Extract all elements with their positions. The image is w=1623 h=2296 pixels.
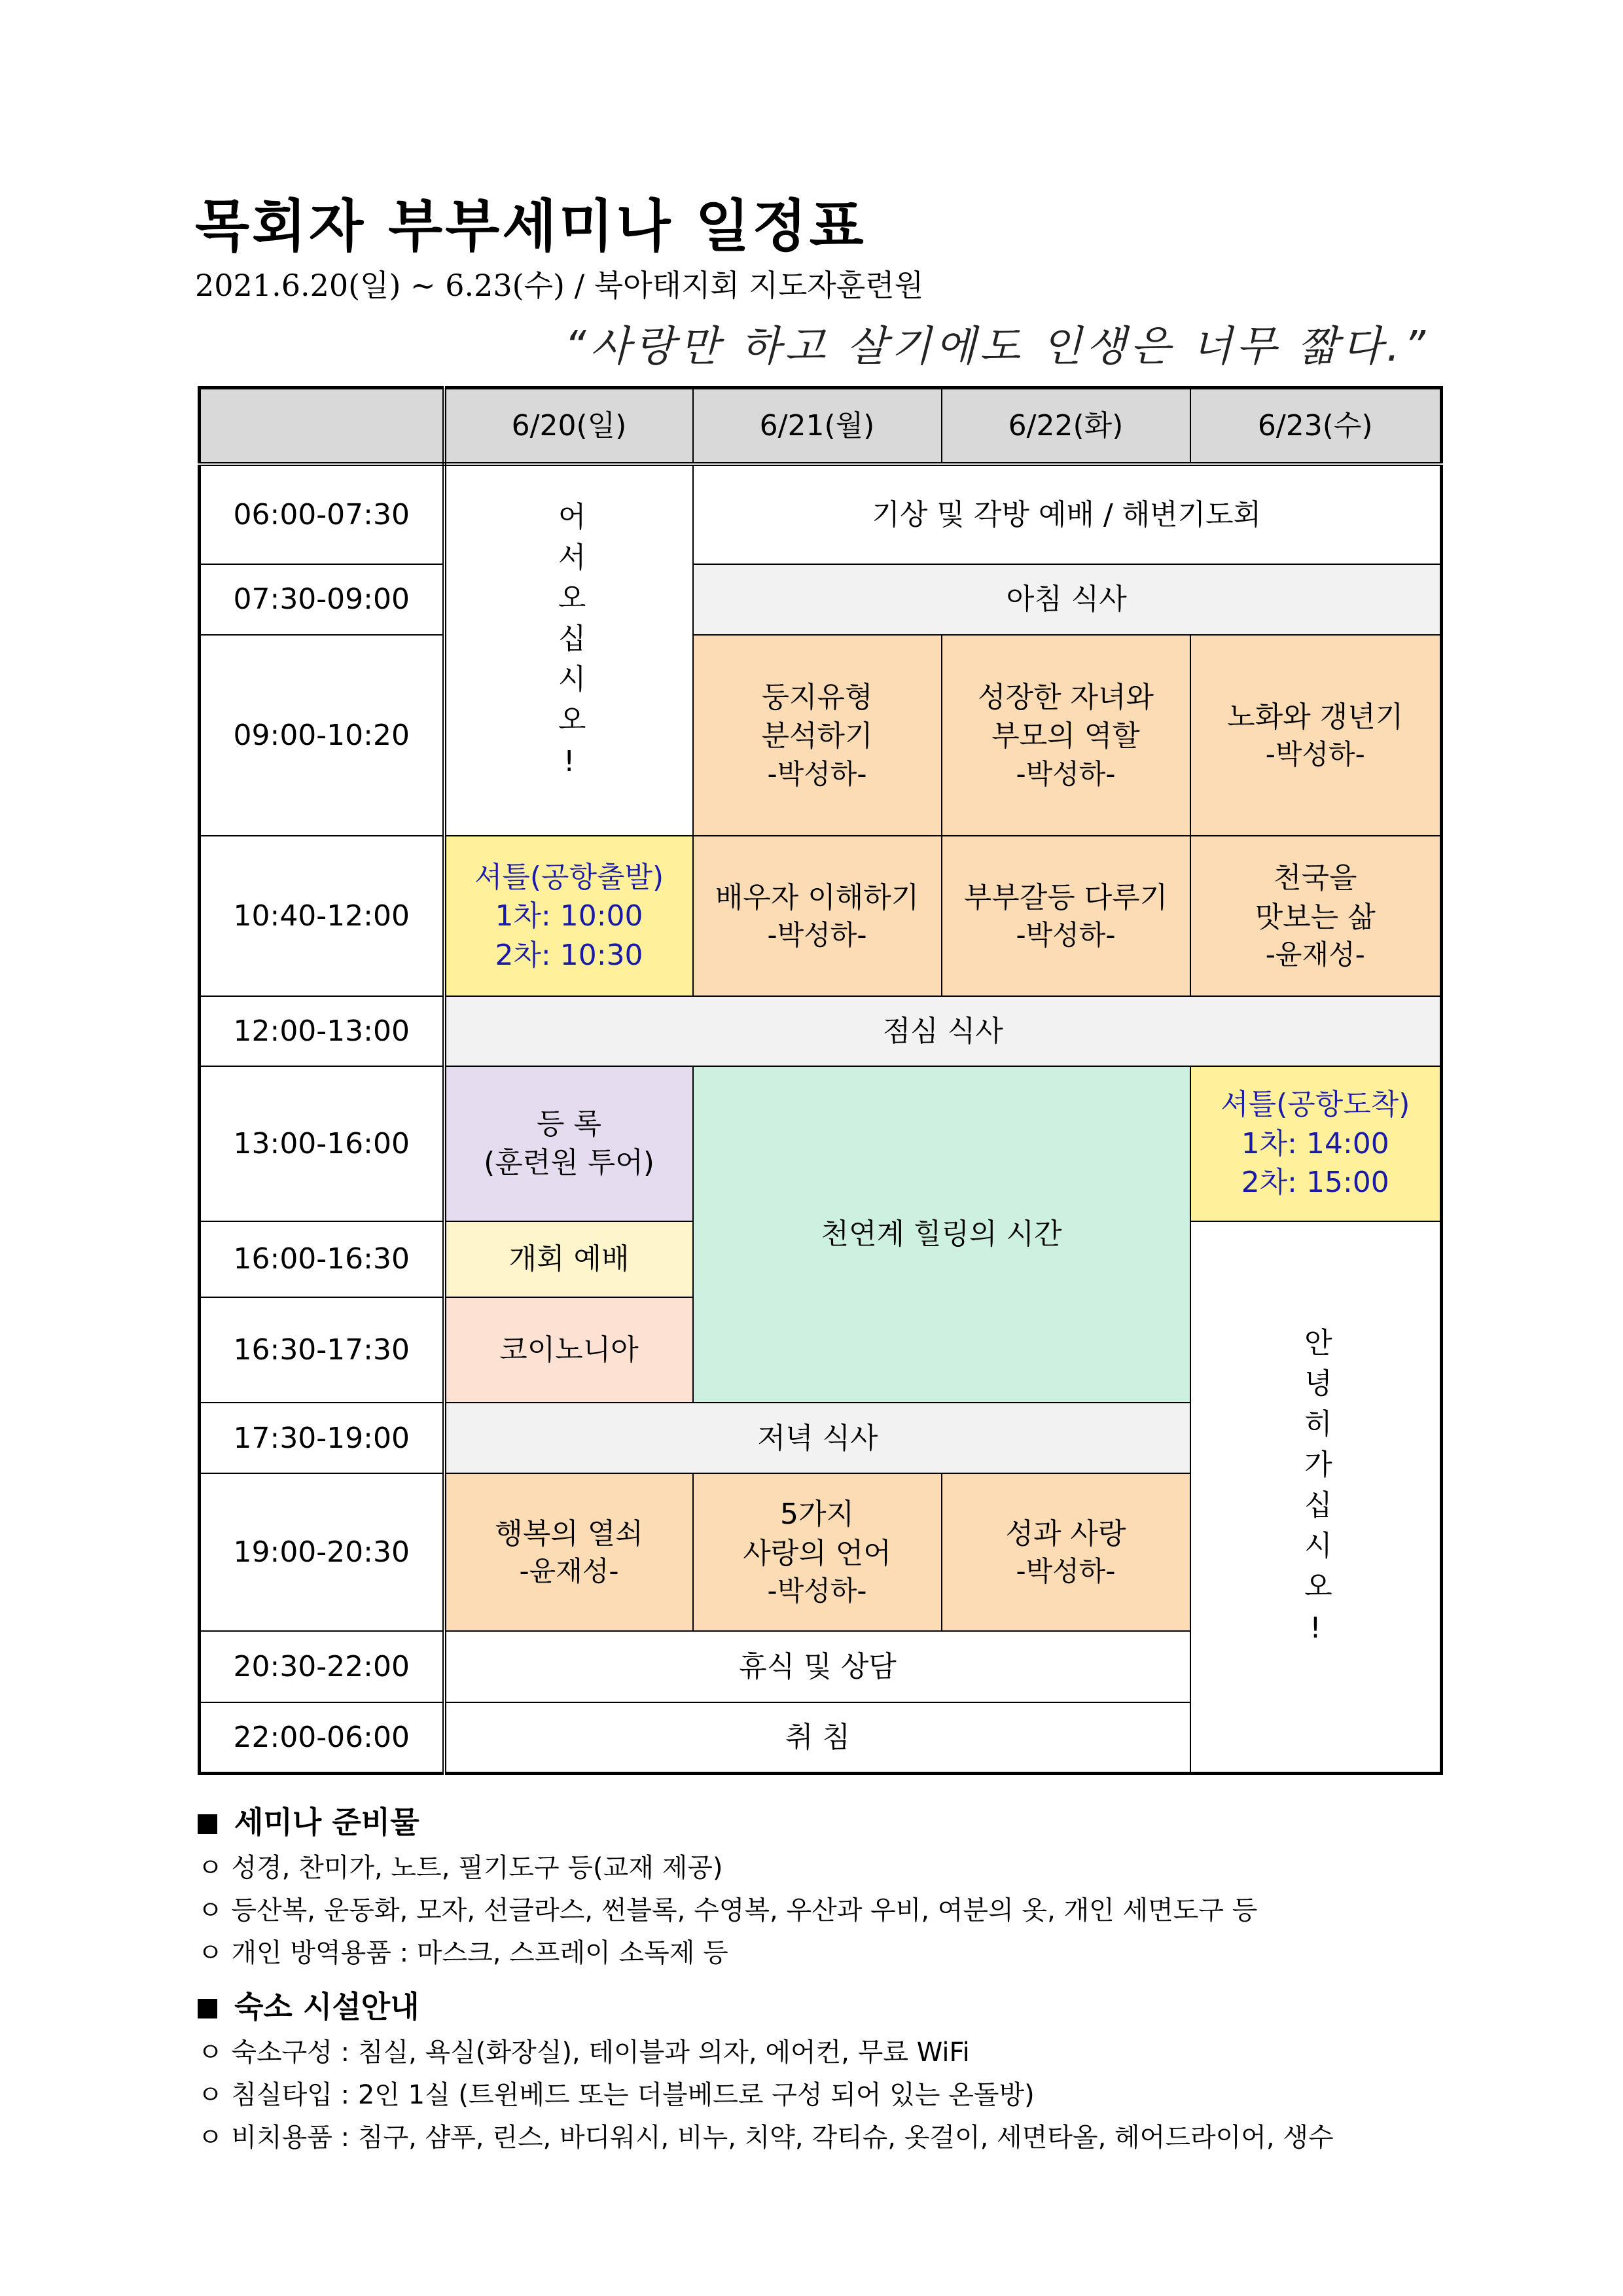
- table-row: [200, 564, 1442, 635]
- session-speaker: -박성하-: [767, 1575, 867, 1607]
- time-cell: 10:40-12:00: [200, 836, 444, 996]
- welcome-cell: [444, 464, 693, 836]
- session-title: 성장한 자녀와: [977, 680, 1154, 714]
- day-header: 6/23(수): [1190, 388, 1442, 464]
- day-header: 6/20(일): [444, 388, 693, 464]
- shuttle-time: 1차: 10:00: [495, 899, 643, 933]
- session-title: 성과 사랑: [1005, 1516, 1126, 1551]
- session-title: 부부갈등 다루기: [963, 880, 1168, 914]
- rest-cell: 휴식 및 상담: [444, 1631, 1190, 1702]
- session-speaker: -박성하-: [1265, 738, 1365, 771]
- session-title: 부모의 역할: [991, 719, 1140, 753]
- shuttle-arrival-cell: [1190, 1066, 1442, 1221]
- lunch-cell: 점심 식사: [444, 996, 1442, 1066]
- session-cell: [942, 635, 1190, 836]
- koinonia-cell: 코이노니아: [444, 1297, 693, 1403]
- page-subtitle: 2021.6.20(일) ~ 6.23(수) / 북아태지회 지도자훈련원: [195, 268, 924, 303]
- shuttle-time: 2차: 10:30: [495, 938, 643, 972]
- dinner-cell: 저녁 식사: [444, 1403, 1190, 1473]
- schedule-table: [198, 386, 1443, 1775]
- session-title: 5가지: [779, 1498, 854, 1532]
- session-title: 노화와 갱년기: [1227, 700, 1404, 734]
- session-cell: [444, 1473, 693, 1631]
- session-cell: [942, 1473, 1190, 1631]
- shuttle-departure-cell: [444, 836, 693, 996]
- registration-cell: [444, 1066, 693, 1221]
- table-row: [200, 1066, 1442, 1221]
- shuttle-time: 1차: 14:00: [1241, 1126, 1389, 1160]
- facility-section: [198, 1983, 1334, 2154]
- session-title: 분석하기: [761, 719, 873, 753]
- table-row: [200, 635, 1442, 836]
- header-row: [200, 388, 1442, 464]
- time-cell: 22:00-06:00: [200, 1702, 444, 1774]
- session-speaker: -박성하-: [1016, 757, 1116, 790]
- session-speaker: -윤재성-: [1265, 938, 1365, 971]
- session-title: 행복의 열쇠: [495, 1516, 643, 1551]
- session-cell: [693, 1473, 942, 1631]
- time-cell: 19:00-20:30: [200, 1473, 444, 1631]
- table-row: [200, 836, 1442, 996]
- shuttle-time: 2차: 15:00: [1241, 1166, 1389, 1200]
- time-cell: 16:00-16:30: [200, 1221, 444, 1297]
- farewell-text: 안녕히가십시오!: [1298, 1327, 1332, 1657]
- session-speaker: -박성하-: [767, 757, 867, 790]
- time-cell: 06:00-07:30: [200, 464, 444, 564]
- list-item: ㅇ 개인 방역용품 : 마스크, 스프레이 소독제 등: [198, 1938, 728, 1968]
- healing-cell: 천연계 힐링의 시간: [693, 1066, 1190, 1403]
- list-item: ㅇ 침실타입 : 2인 1실 (트윈베드 또는 더블베드로 구성 되어 있는 온돌방): [198, 2080, 1035, 2110]
- list-item: ㅇ 숙소구성 : 침실, 욕실(화장실), 테이블과 의자, 에어컨, 무료 WiFi: [198, 2037, 970, 2068]
- registration-subtitle: (훈련원 투어): [484, 1146, 654, 1180]
- sleep-cell: 취 침: [444, 1702, 1190, 1774]
- time-cell: 07:30-09:00: [200, 564, 444, 635]
- time-cell: 17:30-19:00: [200, 1403, 444, 1473]
- prep-heading: 세미나 준비물: [198, 1799, 1257, 1842]
- breakfast-cell: 아침 식사: [693, 564, 1442, 635]
- corner-cell: [200, 388, 444, 464]
- session-title: 맛보는 삶: [1255, 900, 1376, 934]
- session-speaker: -윤재성-: [519, 1555, 619, 1588]
- session-speaker: -박성하-: [767, 919, 867, 952]
- time-cell: 09:00-10:20: [200, 635, 444, 836]
- shuttle-title: 셔틀(공항도착): [1221, 1088, 1410, 1122]
- day-header: 6/21(월): [693, 388, 942, 464]
- session-speaker: -박성하-: [1016, 1555, 1116, 1588]
- shuttle-title: 셔틀(공항출발): [474, 860, 664, 894]
- list-item: ㅇ 성경, 찬미가, 노트, 필기도구 등(교재 제공): [198, 1853, 723, 1883]
- opening-worship-cell: 개회 예배: [444, 1221, 693, 1297]
- day-header: 6/22(화): [942, 388, 1190, 464]
- session-title: 사랑의 언어: [743, 1536, 891, 1570]
- square-bullet-icon: [198, 1999, 217, 2018]
- session-title: 둥지유형: [761, 680, 873, 714]
- list-item: ㅇ 등산복, 운동화, 모자, 선글라스, 썬블록, 수영복, 우산과 우비, 여분의 옷, 개인 세면도구 등: [198, 1895, 1258, 1926]
- time-cell: 16:30-17:30: [200, 1297, 444, 1403]
- session-cell: [1190, 836, 1442, 996]
- table-row: [200, 464, 1442, 564]
- registration-title: 등 록: [537, 1107, 601, 1141]
- session-cell: [1190, 635, 1442, 836]
- session-cell: [693, 836, 942, 996]
- time-cell: 20:30-22:00: [200, 1631, 444, 1702]
- session-cell: [942, 836, 1190, 996]
- prep-section: [198, 1799, 1257, 1969]
- page-title: 목회자 부부세미나 일정표: [195, 194, 866, 259]
- morning-worship-cell: 기상 및 각방 예배 / 해변기도회: [693, 464, 1442, 564]
- time-cell: 13:00-16:00: [200, 1066, 444, 1221]
- session-title: 천국을: [1273, 861, 1357, 895]
- list-item: ㅇ 비치용품 : 침구, 샴푸, 린스, 바디워시, 비누, 치약, 각티슈, 옷걸이, 세면타올, 헤어드라이어, 생수: [198, 2123, 1334, 2153]
- table-row: [200, 996, 1442, 1066]
- session-cell: [693, 635, 942, 836]
- farewell-cell: [1190, 1221, 1442, 1774]
- quote-banner: “사랑만 하고 살기에도 인생은 너무 짧다.”: [564, 323, 1429, 371]
- square-bullet-icon: [198, 1814, 217, 1834]
- welcome-text: 어서오십시오!: [552, 501, 586, 790]
- facility-heading: 숙소 시설안내: [198, 1983, 1334, 2026]
- session-speaker: -박성하-: [1016, 919, 1116, 952]
- time-cell: 12:00-13:00: [200, 996, 444, 1066]
- session-title: 배우자 이해하기: [715, 880, 919, 914]
